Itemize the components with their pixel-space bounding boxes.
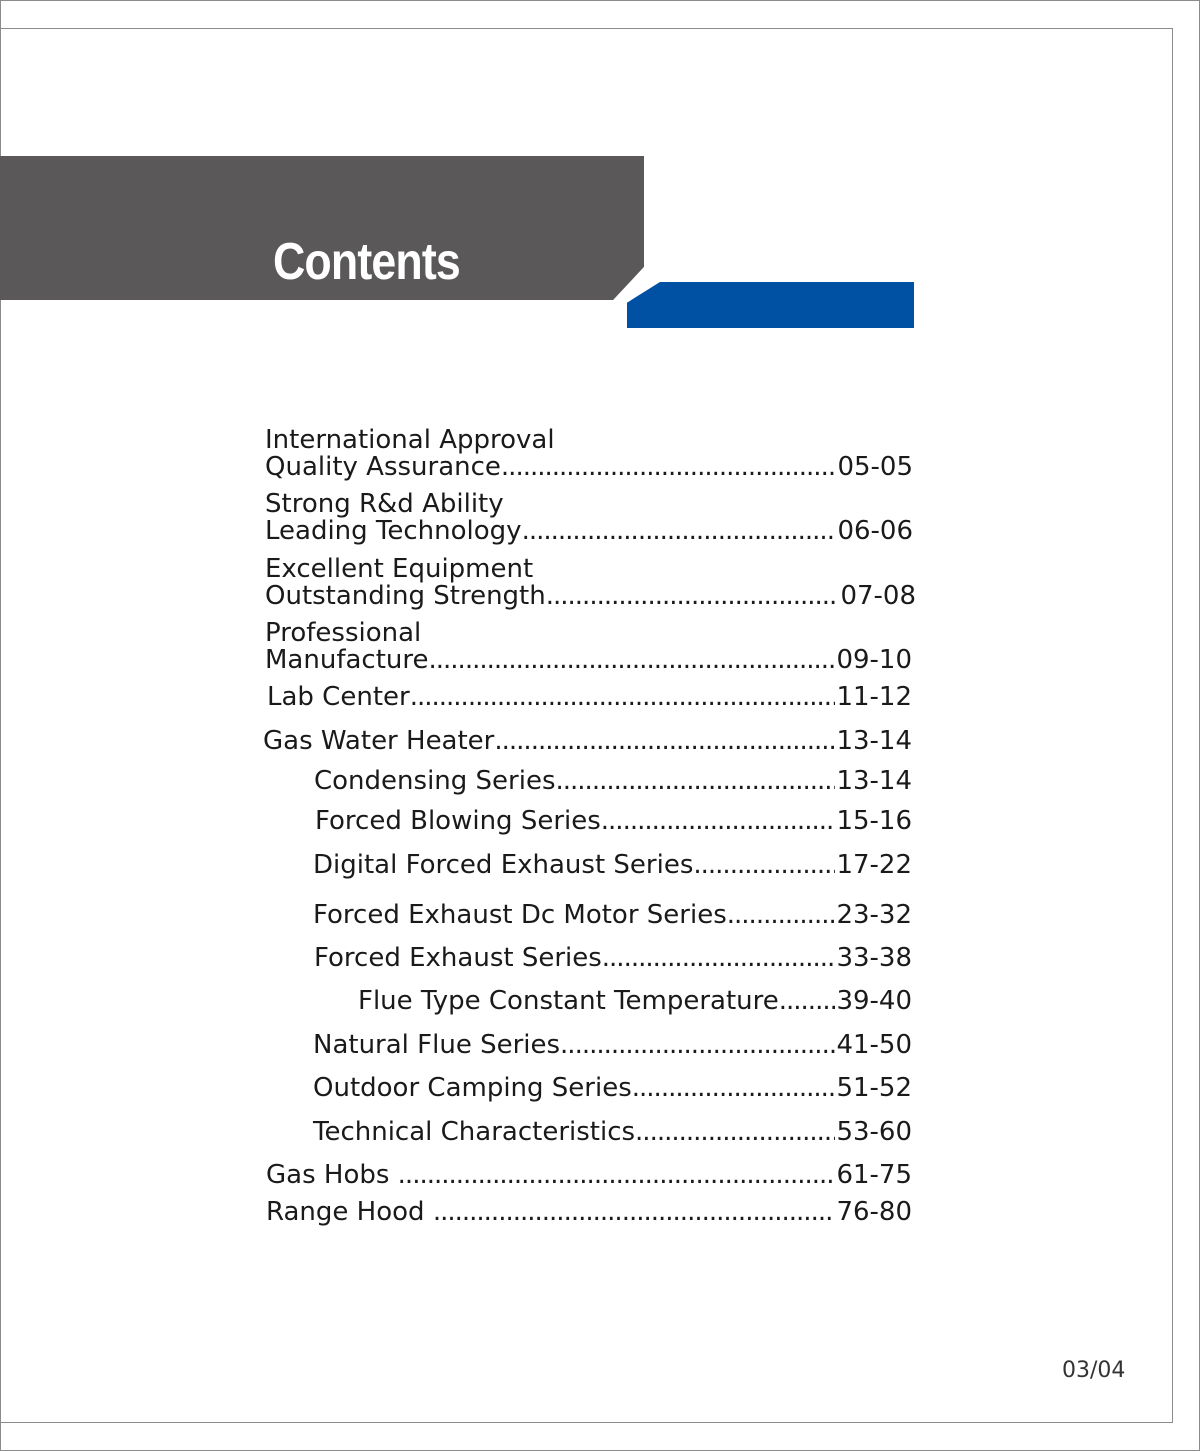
toc-page-range: 07-08 [840,581,916,611]
toc-entry-gas-hobs[interactable] [266,1162,912,1188]
toc-entry-international-approval[interactable] [265,427,913,480]
toc-entry-outdoor-camping-series[interactable] [313,1075,912,1101]
toc-page-range: 33-38 [836,943,912,973]
toc-entry-line2: Outstanding Strength [265,581,546,611]
toc-entry-label: Lab Center [267,682,410,712]
toc-entry-line1: International Approval [265,425,555,455]
toc-entry-flue-type-constant-temperature[interactable] [358,988,912,1014]
accent-banner-blue [627,282,914,328]
toc-entry-label: Natural Flue Series [313,1030,561,1060]
toc-entry-label: Condensing Series [314,766,556,796]
toc-entry-label: Technical Characteristics [313,1117,636,1147]
toc-entry-technical-characteristics[interactable] [313,1119,912,1145]
toc-entry-label: Forced Exhaust Dc Motor Series [313,900,727,930]
toc-entry-excellent-equipment[interactable] [265,556,916,609]
toc-entry-label: Gas Water Heater [263,726,495,756]
toc-page-range: 05-05 [837,452,913,482]
toc-page-range: 13-14 [836,726,912,756]
toc-leader-dots [522,518,837,544]
toc-page-range: 61-75 [836,1160,912,1190]
toc-page-range: 53-60 [836,1117,912,1147]
toc-page-range: 06-06 [837,516,913,546]
toc-leader-dots [429,647,836,673]
toc-leader-dots [501,454,837,480]
toc-entry-label: Forced Blowing Series [315,806,601,836]
toc-page-range: 23-32 [836,900,912,930]
toc-leader-dots [632,1075,836,1101]
toc-entry-lab-center[interactable] [267,684,912,710]
toc-page-range: 11-12 [836,682,912,712]
toc-page-range: 41-50 [836,1030,912,1060]
toc-leader-dots [727,902,836,928]
toc-page-range: 09-10 [836,645,912,675]
toc-entry-line2: Manufacture [265,645,429,675]
page-number: 03/04 [1062,1358,1126,1383]
toc-leader-dots [779,988,836,1014]
toc-entry-line1: Professional [265,618,422,648]
toc-entry-condensing-series[interactable] [314,768,912,794]
toc-leader-dots [602,945,836,971]
toc-entry-professional-manufacture[interactable] [265,620,912,673]
toc-entry-digital-forced-exhaust-series[interactable] [313,852,912,878]
toc-page-range: 15-16 [836,806,912,836]
toc-entry-label: Gas Hobs [266,1160,398,1190]
toc-entry-label: Forced Exhaust Series [314,943,602,973]
toc-entry-label: Range Hood [266,1197,433,1227]
toc-entry-line1: Strong R&d Ability [265,489,504,519]
toc-entry-gas-water-heater[interactable] [263,728,912,754]
toc-entry-label: Digital Forced Exhaust Series [313,850,694,880]
toc-entry-strong-rd-ability[interactable] [265,491,913,544]
toc-leader-dots [398,1162,836,1188]
toc-page-range: 76-80 [836,1197,912,1227]
toc-page-range: 51-52 [836,1073,912,1103]
toc-leader-dots [693,852,835,878]
toc-entry-range-hood[interactable] [266,1199,912,1225]
toc-page-range: 17-22 [836,850,912,880]
toc-entry-label: Flue Type Constant Temperature [358,986,779,1016]
toc-leader-dots [635,1119,835,1145]
toc-entry-natural-flue-series[interactable] [313,1032,912,1058]
toc-leader-dots [560,1032,835,1058]
toc-entry-line2: Leading Technology [265,516,522,546]
toc-leader-dots [410,684,836,710]
toc-leader-dots [556,768,836,794]
toc-leader-dots [601,808,836,834]
toc-leader-dots [433,1199,836,1225]
toc-entry-forced-exhaust-series[interactable] [314,945,912,971]
toc-page-range: 39-40 [836,986,912,1016]
toc-entry-line1: Excellent Equipment [265,554,534,584]
toc-leader-dots [494,728,835,754]
toc-entry-line2: Quality Assurance [265,452,501,482]
toc-page-range: 13-14 [836,766,912,796]
toc-entry-label: Outdoor Camping Series [313,1073,632,1103]
toc-entry-forced-blowing-series[interactable] [315,808,912,834]
toc-leader-dots [546,583,840,609]
toc-entry-forced-exhaust-dc-motor-series[interactable] [313,902,912,928]
page-title: Contents [273,233,460,291]
